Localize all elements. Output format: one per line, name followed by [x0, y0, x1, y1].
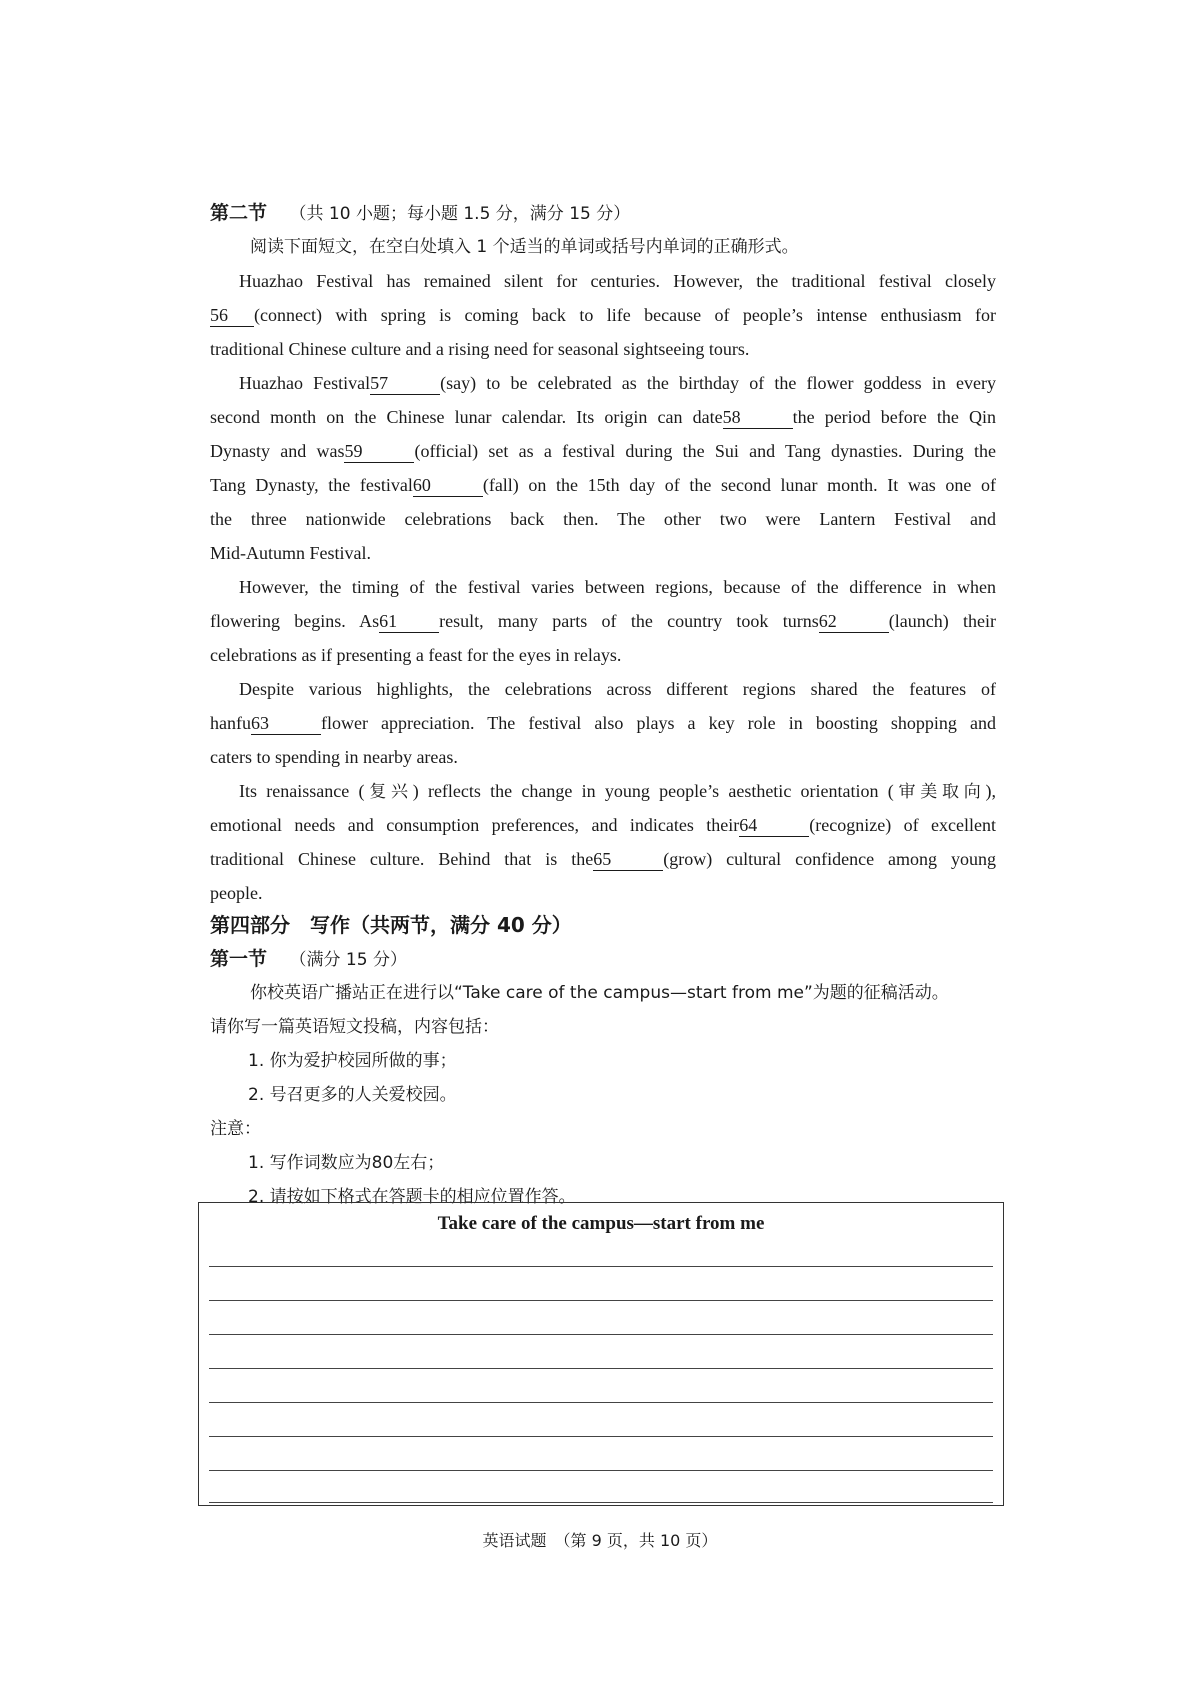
passage-text: emotional needs and consumption preferences, and indicates their: [210, 815, 740, 835]
passage-line: [239, 774, 996, 809]
passage-text: 复兴: [364, 782, 413, 802]
blank-58[interactable]: 58: [723, 406, 793, 429]
passage-text: 审美取向: [893, 782, 986, 802]
section-heading-note: （共 10 小题；每小题 1.5 分，满分 15 分）: [289, 204, 631, 224]
task-text: 请你写一篇英语短文投稿，内容包括：: [210, 1017, 499, 1037]
blank-61[interactable]: 61: [379, 610, 439, 633]
writing-line[interactable]: [209, 1436, 993, 1437]
section-heading-note: （满分 15 分）: [289, 950, 407, 970]
note-label: 注意：: [210, 1119, 261, 1139]
list-item: 1. 你为爱护校园所做的事；: [248, 1051, 457, 1071]
part-heading: 第四部分 写作（共两节，满分 40 分）: [210, 913, 572, 937]
passage-line: [239, 366, 996, 400]
section-heading-label: 第二节: [210, 202, 268, 224]
passage-line: Mid-Autumn Festival.: [210, 543, 371, 563]
writing-line[interactable]: [209, 1300, 993, 1301]
list-item: 2. 号召更多的人关爱校园。: [248, 1085, 457, 1105]
blank-65[interactable]: 65: [593, 848, 663, 871]
passage-line: However, the timing of the festival varies between regions, because of the difference in when: [239, 577, 996, 597]
passage-text: (connect) with spring is coming back to life because of people’s intense enthusiasm for: [254, 305, 996, 325]
blank-60[interactable]: 60: [413, 474, 483, 497]
passage-text: Tang Dynasty, the festival: [210, 475, 413, 495]
passage-line: Huazhao Festival has remained silent for centuries. However, the traditional festival closely: [239, 271, 996, 291]
passage-text: traditional Chinese culture. Behind that is the: [210, 849, 594, 869]
passage-text: Its renaissance (: [239, 781, 365, 801]
writing-line[interactable]: [209, 1334, 993, 1335]
passage-line: celebrations as if presenting a feast for the eyes in relays.: [210, 645, 622, 665]
passage-text: (recognize) of excellent: [809, 815, 996, 835]
blank-62[interactable]: 62: [819, 610, 889, 633]
passage-text: ),: [985, 781, 997, 801]
passage-line: [210, 298, 996, 332]
passage-text: hanfu: [210, 713, 251, 733]
passage-text: result, many parts of the country took turns: [439, 611, 819, 631]
answer-box-title: Take care of the campus—start from me: [437, 1213, 765, 1234]
section-heading-label: 第一节: [210, 948, 268, 970]
blank-64[interactable]: 64: [739, 814, 809, 837]
list-item: 2. 请按如下格式在答题卡的相应位置作答。: [248, 1187, 576, 1207]
passage-line: [210, 842, 996, 876]
page-footer: 英语试题 （第 9 页，共 10 页）: [482, 1531, 718, 1550]
passage-text: (official) set as a festival during the Sui and Tang dynasties. During the: [414, 441, 996, 461]
writing-line[interactable]: [209, 1368, 993, 1369]
task-text: 你校英语广播站正在进行以“Take care of the campus—start from me”为题的征稿活动。: [250, 983, 949, 1003]
writing-line[interactable]: [209, 1470, 993, 1471]
passage-line: [210, 808, 996, 842]
passage-line: [210, 434, 996, 468]
passage-text: (say) to be celebrated as the birthday of the flower goddess in every: [440, 373, 996, 393]
blank-63[interactable]: 63: [251, 712, 321, 735]
passage-text: Dynasty and was: [210, 441, 345, 461]
passage-line: people.: [210, 883, 263, 903]
passage-text: (fall) on the 15th day of the second lunar month. It was one of: [482, 475, 996, 495]
writing-line[interactable]: [209, 1266, 993, 1267]
passage-line: the three nationwide celebrations back then. The other two were Lantern Festival and: [210, 509, 996, 529]
passage-line: [210, 706, 996, 740]
passage-text: second month on the Chinese lunar calendar. Its origin can date: [210, 407, 723, 427]
blank-56[interactable]: 56: [210, 304, 254, 327]
section-heading: [210, 942, 996, 977]
answer-box: [198, 1202, 1004, 1506]
passage-line: [210, 604, 996, 638]
passage-text: ) reflects the change in young people’s aesthetic orientation (: [412, 781, 894, 801]
passage-text: the period before the Qin: [792, 407, 996, 427]
passage-line: [210, 400, 996, 434]
writing-line[interactable]: [209, 1402, 993, 1403]
passage-line: caters to spending in nearby areas.: [210, 747, 458, 767]
list-item: 1. 写作词数应为80左右；: [248, 1153, 445, 1173]
passage-line: traditional Chinese culture and a rising need for seasonal sightseeing tours.: [210, 339, 750, 359]
passage-text: (launch) their: [888, 611, 996, 631]
passage-line: [210, 468, 996, 502]
passage-text: flower appreciation. The festival also plays a key role in boosting shopping and: [320, 713, 996, 733]
section-instruction: 阅读下面短文，在空白处填入 1 个适当的单词或括号内单词的正确形式。: [250, 237, 799, 257]
passage-text: flowering begins. As: [210, 611, 380, 631]
section-heading: [210, 196, 996, 231]
passage-text: Huazhao Festival: [239, 373, 371, 393]
passage-text: (grow) cultural confidence among young: [663, 849, 996, 869]
passage-line: Despite various highlights, the celebrations across different regions shared the features of: [239, 679, 996, 699]
writing-line[interactable]: [209, 1502, 993, 1503]
blank-57[interactable]: 57: [370, 372, 440, 395]
blank-59[interactable]: 59: [344, 440, 414, 463]
